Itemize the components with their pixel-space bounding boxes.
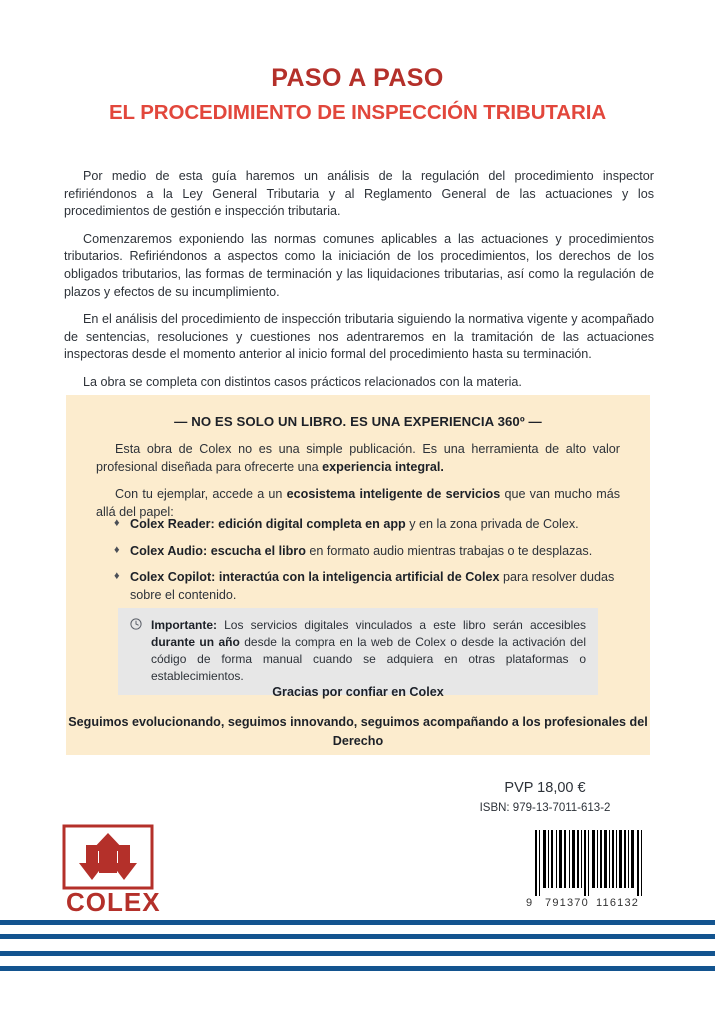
diamond-bullet-icon: ♦ [114, 517, 120, 529]
diamond-bullet-icon: ♦ [114, 570, 120, 583]
list-item [114, 569, 622, 604]
list-item [114, 543, 622, 561]
promo-p1-text: Esta obra de Colex no es una simple publicación. Es una herramienta de alto valor profesional diseñada para ofrecerte una [96, 442, 620, 474]
price-label: PVP 18,00 € [504, 780, 586, 796]
stripe-2 [0, 934, 715, 939]
promo-p1-bold: experiencia integral. [322, 459, 444, 474]
promo-paragraph-1 [96, 441, 620, 476]
closing-line-1: Gracias por confiar en Colex [272, 685, 444, 699]
clock-icon [130, 618, 142, 634]
promo-p2-after: que van mucho más allá del papel: [96, 487, 621, 519]
page-subtitle: EL PROCEDIMIENTO DE INSPECCIÓN TRIBUTARIA [108, 100, 607, 124]
important-note-before: Los servicios digitales vinculados a este libro serán accesibles [217, 618, 586, 632]
important-note-label: Importante: [151, 618, 217, 632]
price-block [440, 779, 650, 817]
list-item-rest: en formato audio mientras trabajas o te desplazas. [305, 543, 593, 558]
intro-paragraph-2: Comenzaremos exponiendo las normas comunes aplicables a las actuaciones y procedimientos tributarios. Refiriéndonos a aspectos como la iniciación de los procedimientos, los derechos de los obligados tributarios, las formas de terminación y las liquidaciones tributarias, así como la regulación de plazos y efectos de su incumplimiento. [64, 231, 654, 299]
closing-line-2: Seguimos evolucionando, seguimos innovando, seguimos acompañando a los profesionales del Derecho [68, 715, 648, 748]
title-block [0, 64, 715, 124]
barcode-digits-mid: 791370 [545, 897, 589, 909]
diamond-bullet-icon: ♦ [114, 543, 120, 556]
promo-closing [66, 683, 650, 751]
important-note-after: desde la compra en la web de Colex o desde la activación del código de forma manual cuando se adquiera en otras plataformas o establecimientos. [151, 635, 587, 683]
intro-paragraph-1: Por medio de esta guía haremos un análisis de la regulación del procedimiento inspector refiriéndonos a la Ley General Tributaria y al Reglamento General de las actuaciones y los procedimientos de gestión e inspección tributaria. [64, 169, 654, 219]
promo-box [66, 395, 650, 755]
important-note-box [118, 608, 598, 695]
stripe-4 [0, 966, 715, 971]
intro-paragraph-4: La obra se completa con distintos casos prácticos relacionados con la materia. [83, 374, 522, 389]
promo-service-list [114, 516, 622, 604]
stripe-1 [0, 920, 715, 925]
list-item [114, 516, 622, 534]
logo-wordmark: COLEX [66, 887, 161, 912]
promo-p2-bold: ecosistema inteligente de servicios [286, 487, 501, 502]
barcode [523, 828, 650, 914]
list-item-bold: Colex Reader: edición digital completa en app [130, 517, 406, 531]
barcode-digits-right: 116132 [596, 897, 640, 909]
promo-p2-text: Con tu ejemplar, accede a un [115, 487, 287, 502]
important-note-bold: durante un año [151, 635, 240, 649]
stripe-3 [0, 951, 715, 956]
promo-heading: — NO ES SOLO UN LIBRO. ES UNA EXPERIENCIA 360º — [174, 414, 542, 429]
isbn-label: ISBN: 979-13-7011-613-2 [479, 802, 611, 814]
intro-text [64, 168, 654, 392]
list-item-bold: Colex Audio: escucha el libro [130, 543, 306, 558]
important-note-text [130, 617, 586, 685]
page-title: PASO A PASO [271, 64, 444, 92]
intro-paragraph-3: En el análisis del procedimiento de inspección tributaria siguiendo la normativa vigente y acompañado de sentencias, resoluciones y cuestiones nos adentraremos en la tramitación de las actuaciones inspectoras desde el momento anterior al inicio formal del procedimiento hasta su terminación. [64, 312, 654, 362]
list-item-rest: para resolver dudas sobre el contenido. [130, 570, 615, 602]
barcode-digit-left: 9 [526, 897, 533, 909]
list-item-rest: y en la zona privada de Colex. [405, 517, 579, 531]
colex-logo [62, 824, 166, 912]
list-item-bold: Colex Copilot: interactúa con la inteligencia artificial de Colex [130, 570, 500, 585]
bottom-stripes [0, 918, 715, 978]
